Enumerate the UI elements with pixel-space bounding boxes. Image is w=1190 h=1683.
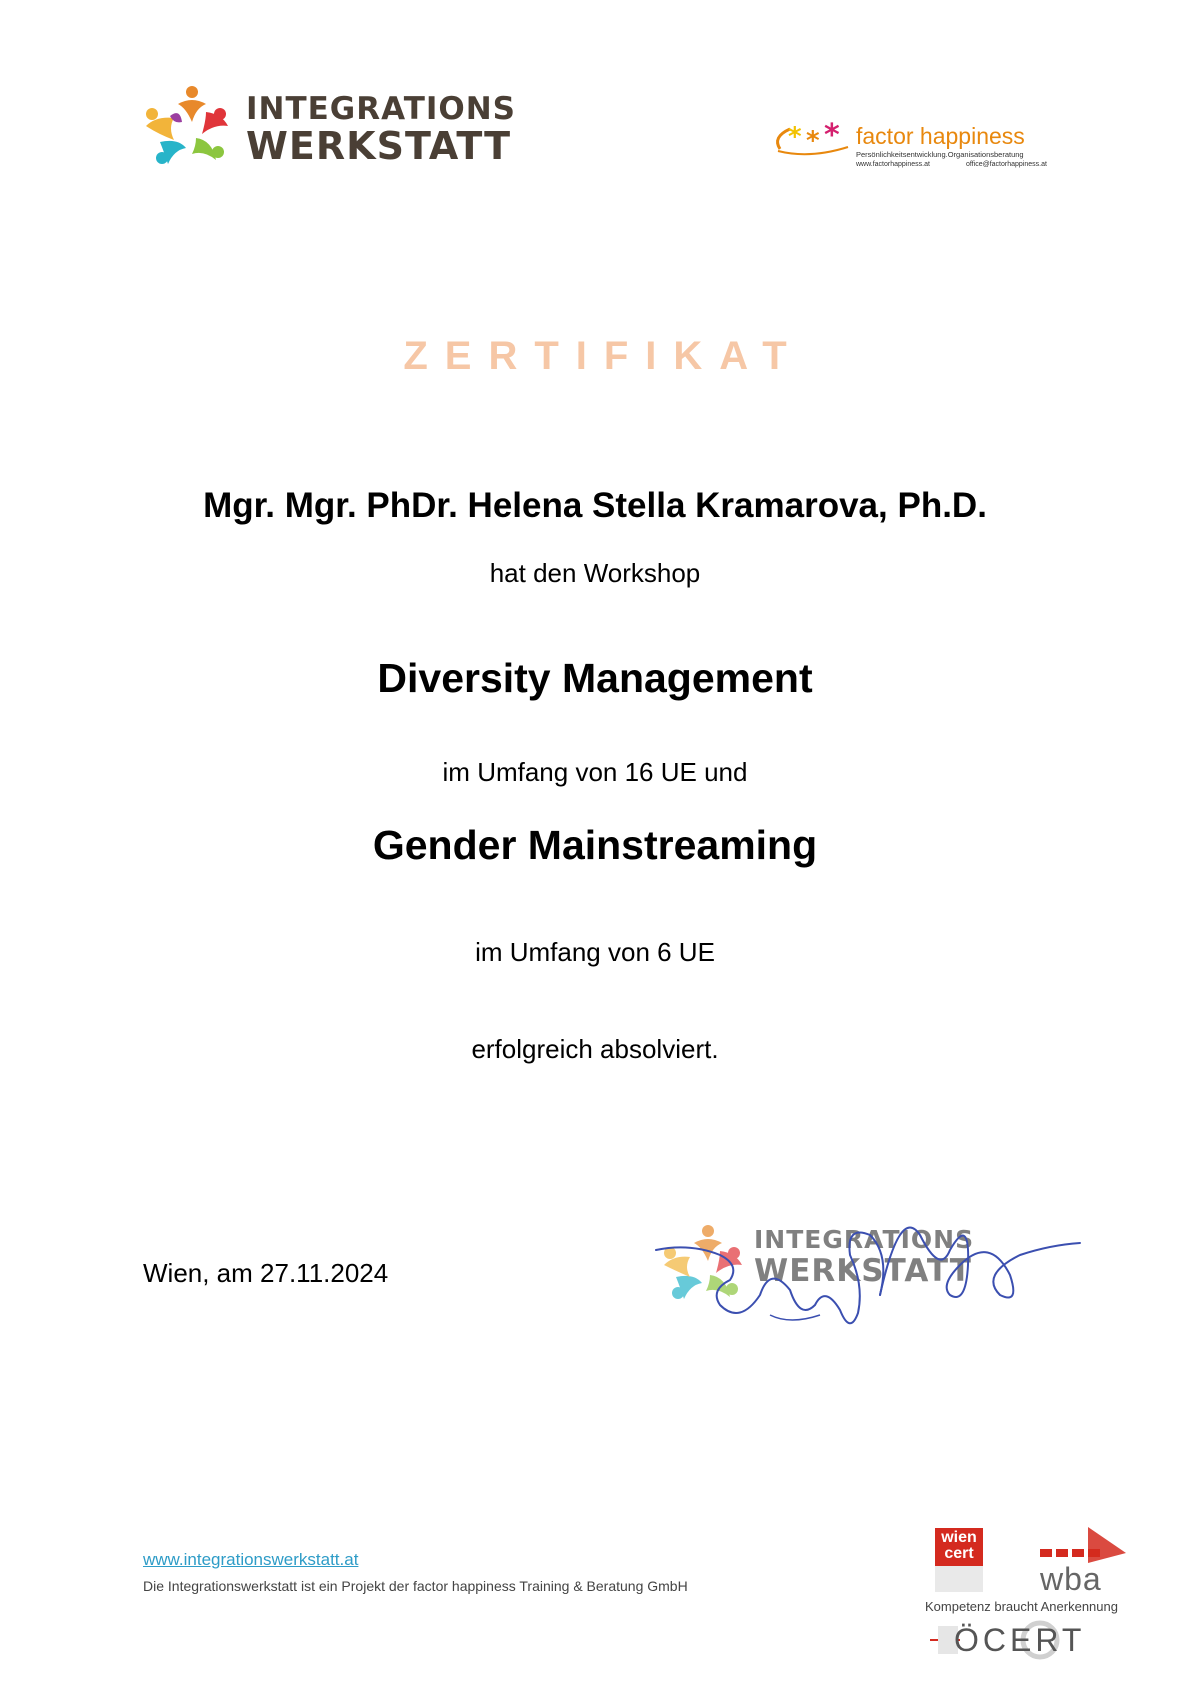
factor-happiness-email: office@factorhappiness.at bbox=[966, 161, 1047, 168]
wiencert-logo bbox=[935, 1528, 983, 1592]
logo-line1: INTEGRATIONS bbox=[246, 91, 517, 127]
course-title-2: Gender Mainstreaming bbox=[372, 822, 818, 868]
oecert-label: ÖCERT bbox=[954, 1622, 1086, 1658]
stamp-line2: WERKSTATT bbox=[754, 1253, 972, 1289]
oecert-logo bbox=[930, 1618, 1086, 1662]
svg-text:*: * bbox=[806, 126, 820, 156]
wba-label: wba bbox=[1040, 1561, 1102, 1597]
svg-text:*: * bbox=[824, 119, 840, 153]
handwritten-signature bbox=[650, 1195, 1090, 1340]
stamp-and-signature bbox=[650, 1195, 1090, 1340]
factor-happiness-logo bbox=[770, 115, 1070, 175]
wiencert-label: wien cert bbox=[935, 1528, 983, 1566]
body-line-3: im Umfang von 6 UE bbox=[475, 937, 715, 967]
wba-arrow-icon bbox=[1030, 1525, 1130, 1565]
website-link[interactable]: www.integrationswerkstatt.at bbox=[143, 1550, 359, 1569]
body-line-1: hat den Workshop bbox=[489, 558, 701, 588]
place-date: Wien, am 27.11.2024 bbox=[143, 1258, 389, 1288]
factor-happiness-web: www.factorhappiness.at bbox=[856, 161, 930, 168]
recipient-name: Mgr. Mgr. PhDr. Helena Stella Kramarova, Ph.D. bbox=[203, 486, 987, 525]
factor-happiness-name: factor happiness bbox=[856, 123, 1025, 149]
stars-swoosh-icon bbox=[770, 119, 856, 159]
people-circle-icon bbox=[140, 78, 240, 178]
certificate-title: ZERTIFIKAT bbox=[403, 334, 804, 378]
wba-logo bbox=[1030, 1525, 1130, 1595]
svg-text:*: * bbox=[788, 122, 802, 152]
body-line-4: erfolgreich absolviert. bbox=[471, 1034, 719, 1064]
integrationswerkstatt-logo bbox=[140, 78, 517, 178]
body-line-2: im Umfang von 16 UE und bbox=[442, 757, 748, 787]
course-title-1: Diversity Management bbox=[377, 655, 813, 701]
wba-tagline: Kompetenz braucht Anerkennung bbox=[925, 1599, 1118, 1614]
stamp-line1: INTEGRATIONS bbox=[754, 1225, 975, 1254]
wiencert-sublabel bbox=[935, 1566, 983, 1592]
factor-happiness-tagline: Persönlichkeitsentwicklung.Organisationsberatung bbox=[856, 150, 1024, 159]
logo-line2: WERKSTATT bbox=[246, 124, 512, 168]
footer-note: Die Integrationswerkstatt ist ein Projekt der factor happiness Training & Beratung GmbH bbox=[143, 1578, 688, 1594]
